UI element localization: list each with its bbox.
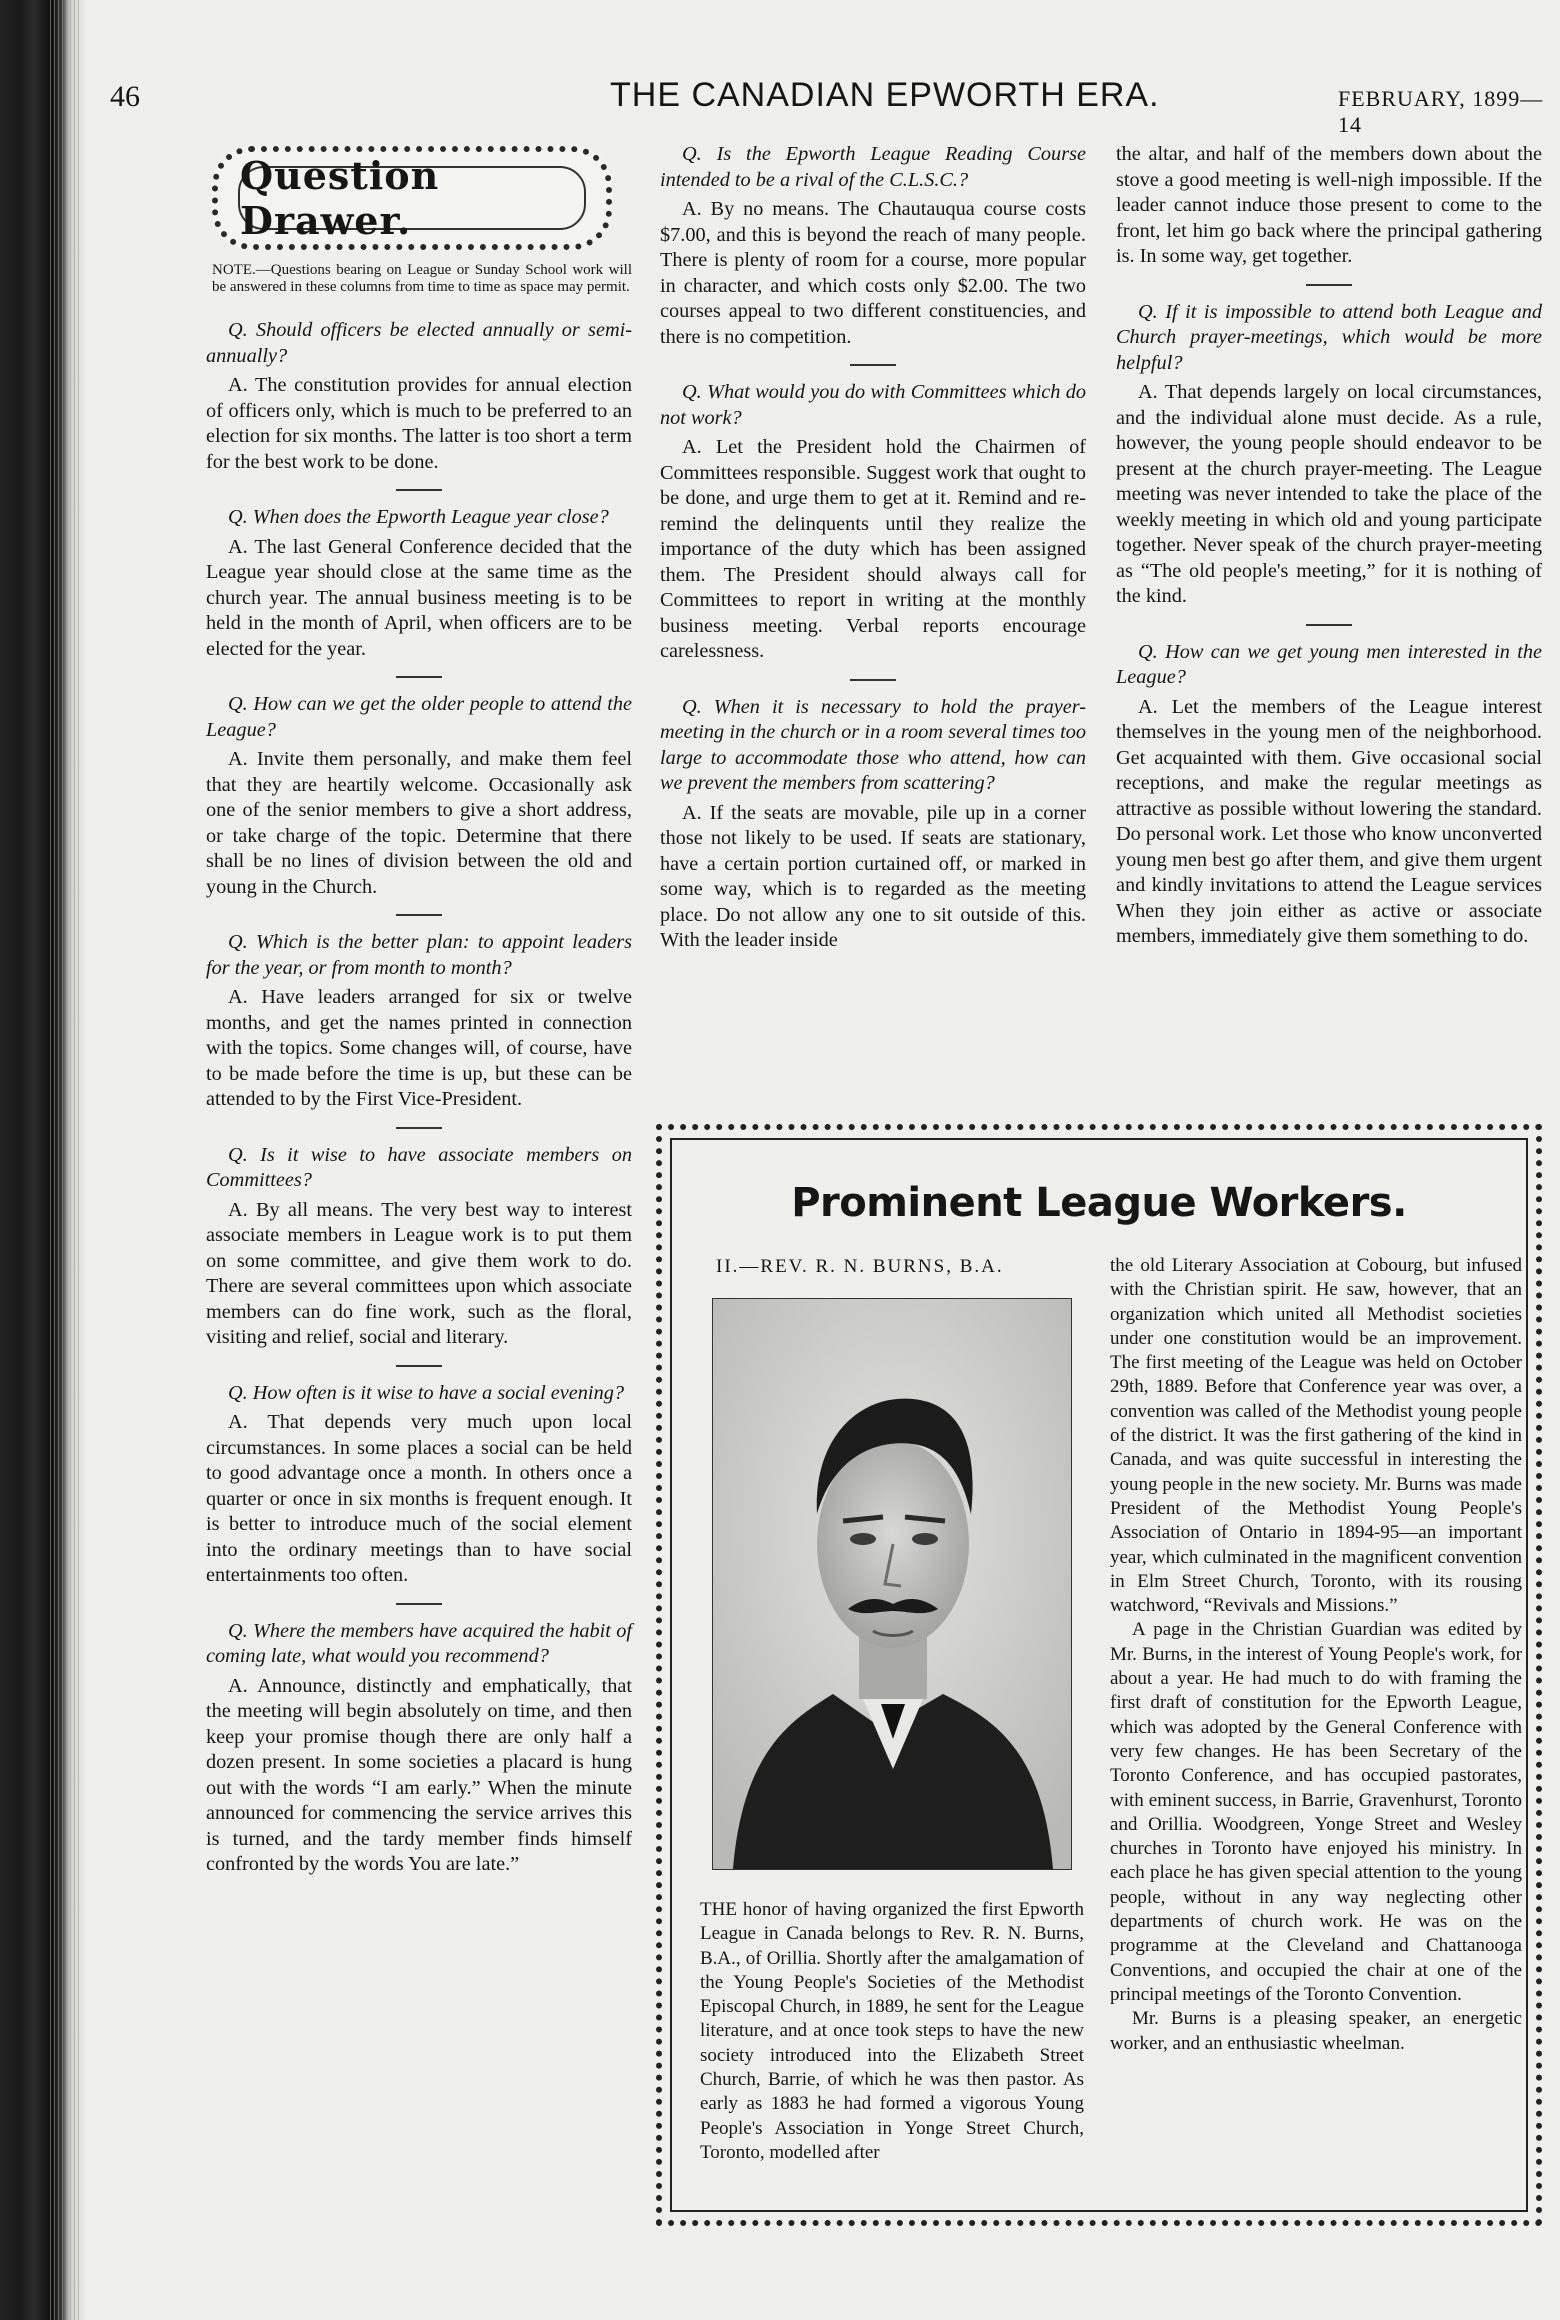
question-drawer-banner <box>212 146 612 250</box>
answer: A. By no means. The Chautauqua course costs $7.00, and this is beyond the reach of many people. There is plenty of room for a course, more popular in character, and which costs only $2.00. The two courses appeal to two different constituencies, and there is no competition. <box>660 198 1086 348</box>
biography-paragraph: Mr. Burns is a pleasing speaker, an energetic worker, and an enthusiastic wheelman. <box>1110 2008 1522 2054</box>
page-edges <box>50 0 80 2320</box>
answer: A. By all means. The very best way to interest associate members in League work is to put them on some committee, and give them work to do. There are several committees upon which associate members can do fine work, such as the floral, visiting and relief, social and literary. <box>206 1198 632 1348</box>
separator <box>850 679 896 681</box>
separator <box>396 1365 442 1367</box>
portrait-image <box>713 1299 1071 1869</box>
page-number: 46 <box>110 80 140 113</box>
column-1 <box>206 318 632 1878</box>
question-drawer-title: Question Drawer. <box>240 153 440 243</box>
page-title: THE CANADIAN EPWORTH ERA. <box>610 76 1160 114</box>
answer: A. If the seats are movable, pile up in a corner those not likely to be used. If seats are stationary, have a certain portion curtained off, or marked in some way, which is to regarded as the meeting place. Do not allow any one to sit outside of this. With the leader inside <box>660 801 1086 951</box>
answer: A. Announce, distinctly and emphatically, that the meeting will begin absolutely on time, and then keep your promise though there are only half a dozen present. In some societies a placard is hung out with the words “I am early.” When the minute announced for commencing the service arrives this is turned, and the tardy member finds himself confronted by the words You are late.” <box>206 1674 632 1875</box>
prominent-workers-box <box>656 1124 1542 2226</box>
column-2 <box>660 142 1086 954</box>
answer: A. Have leaders arranged for six or twelve months, and get the names printed in connection with the topics. Some changes will, of course, have to be made before the time is up, but these can be attended to by the First Vice-President. <box>206 986 632 1110</box>
prominent-workers-subtitle: II.—REV. R. N. BURNS, B.A. <box>716 1256 1004 1277</box>
answer: A. Invite them personally, and make them feel that they are heartily welcome. Occasionally ask one of the senior members to give a short address, or take charge of the topic. Determine that there shall be no lines of division between the old and young in the Church. <box>206 748 632 898</box>
portrait-photo <box>712 1298 1072 1870</box>
prominent-workers-frame <box>670 1138 1528 2212</box>
answer: A. The constitution provides for annual election of officers only, which is much to be preferred to an election for six months. The latter is too short a term for the best work to be done. <box>206 374 633 473</box>
answer: A. Let the members of the League interest themselves in the young men of the neighborhood. Get acquainted with them. Give occasional social receptions, and make the regular meetings as attractive as possible without lowering the standard. Do personal work. Let those who know unconverted young men best go after them, and give them urgent and kindly invitations to attend the League services When they join either as active or associate members, immediately give them something to do. <box>1116 695 1542 947</box>
question: Q. When does the Epworth League year close? <box>228 506 609 528</box>
question: Q. How often is it wise to have a social evening? <box>228 1381 624 1404</box>
answer: A. That depends very much upon local circumstances. In some places a social can be held to good advantage once a month. In others once a quarter or once in six months is frequent enough. It is better to introduce much of the social element into the ordinary meetings than to have social entertainments too often. <box>206 1411 632 1586</box>
question: Q. Where the members have acquired the habit of coming late, what would you recommend? <box>206 1619 632 1667</box>
question-drawer-frame <box>238 153 586 243</box>
separator <box>396 1603 442 1605</box>
separator <box>396 676 442 678</box>
question-drawer-note: NOTE.—Questions bearing on League or Sunday School work will be answered in these columns from time to time as space may permit. <box>212 262 632 295</box>
question: Q. Is the Epworth League Reading Course intended to be a rival of the C.L.S.C.? <box>660 143 1086 191</box>
biography-paragraph: A page in the Christian Guardian was edited by Mr. Burns, in the interest of Young People's work, for about a year. He had much to do with framing the first draft of constitution for the Epworth League, which was adopted by the General Conference with very few changes. He has been Secretary of the Toronto Conference, and has occupied pastorates, with eminent success, in Barrie, Gravenhurst, Toronto and Orillia. Woodgreen, Yonge Street and Wesley churches in Toronto have enjoyed his ministry. In each place he has given special attention to the young people, without in any way neglecting other departments of church work. He was on the programme at the Cleveland and Chattanooga Conventions, and occupied the chair at one of the principal meetings of the Toronto Convention. <box>1110 1619 1522 2005</box>
biography-left: THE honor of having organized the first Epworth League in Canada belongs to Rev. R. N. Burns, B.A., of Orillia. Shortly after the amalgamation of the Young People's Societies of the Methodist Episcopal Church, in 1889, he sent for the League literature, and at once took steps to have the new society introduced into the Elizabeth Street Church, Barrie, of which he was then pastor. As early as 1883 he had formed a vigorous Young People's Association in Yonge Street Church, Toronto, modelled after <box>700 1899 1084 2163</box>
separator <box>850 364 896 366</box>
question: Q. Should officers be elected annually or semi-annually? <box>206 319 632 367</box>
question: Q. How can we get the older people to attend the League? <box>206 693 632 741</box>
question: Q. When it is necessary to hold the prayer-meeting in the church or in a room several times too large to accommodate those who attend, how can we prevent the members from scattering? <box>660 695 1086 794</box>
column-3 <box>1116 142 1542 950</box>
question: Q. If it is impossible to attend both League and Church prayer-meetings, which would be more helpful? <box>1116 300 1542 374</box>
answer-continued: the altar, and half of the members down about the stove a good meeting is well-nigh impossible. If the leader cannot induce those present to come to the front, let him go back where the principal gathering is. In some way, get together. <box>1116 143 1542 267</box>
prominent-workers-title: Prominent League Workers. <box>791 1180 1407 1226</box>
separator <box>1306 284 1352 286</box>
question: Q. What would you do with Committees which do not work? <box>660 381 1086 429</box>
issue-date: FEBRUARY, 1899—14 <box>1338 86 1544 137</box>
separator <box>396 489 442 491</box>
answer: A. The last General Conference decided that the League year should close at the same time as the church year. The annual business meeting is to be held in the month of April, when officers are to be elected for the year. <box>206 535 632 660</box>
separator <box>396 1127 442 1129</box>
answer: A. That depends largely on local circumstances, and the individual alone must decide. As a rule, however, the young people should endeavor to be present at the church prayer-meeting. The League meeting was never intended to take the place of the weekly meeting in which old and young participate together. Never speak of the church prayer-meeting as “The old people's meeting,” for it is nothing of the kind. <box>1116 381 1542 607</box>
question: Q. Is it wise to have associate members on Committees? <box>206 1143 632 1191</box>
separator <box>396 914 442 916</box>
separator <box>1306 624 1352 626</box>
biography-paragraph: the old Literary Association at Cobourg, but infused with the Christian spirit. He saw, however, that an organization which united all Methodist societies under one constitution would be an improvement. The first meeting of the League was held on October 29th, 1889. Before that Conference year was over, a convention was called of the Methodist young people of the district. It was the first gathering of the kind in Canada, and was quite successful in interesting the young people in the new society. Mr. Burns was made President of the Methodist Young People's Association of Ontario in 1894-95—an important year, which culminated in the magnificent convention in Elm Street Church, Toronto, with its rousing watchword, “Revivals and Missions.” <box>1110 1255 1522 1617</box>
question: Q. Which is the better plan: to appoint leaders for the year, or from month to month? <box>206 931 632 979</box>
answer: A. Let the President hold the Chairmen of Committees responsible. Suggest work that ought to be done, and urge them to get at it. Remind and re-remind the delinquents until they realize the importance of the duty which has been assigned them. The President should always call for Committees to report in writing at the monthly business meeting. Verbal reports encourage carelessness. <box>660 436 1086 662</box>
question: Q. How can we get young men interested in the League? <box>1116 640 1542 688</box>
biography-right <box>1110 1254 1522 2056</box>
